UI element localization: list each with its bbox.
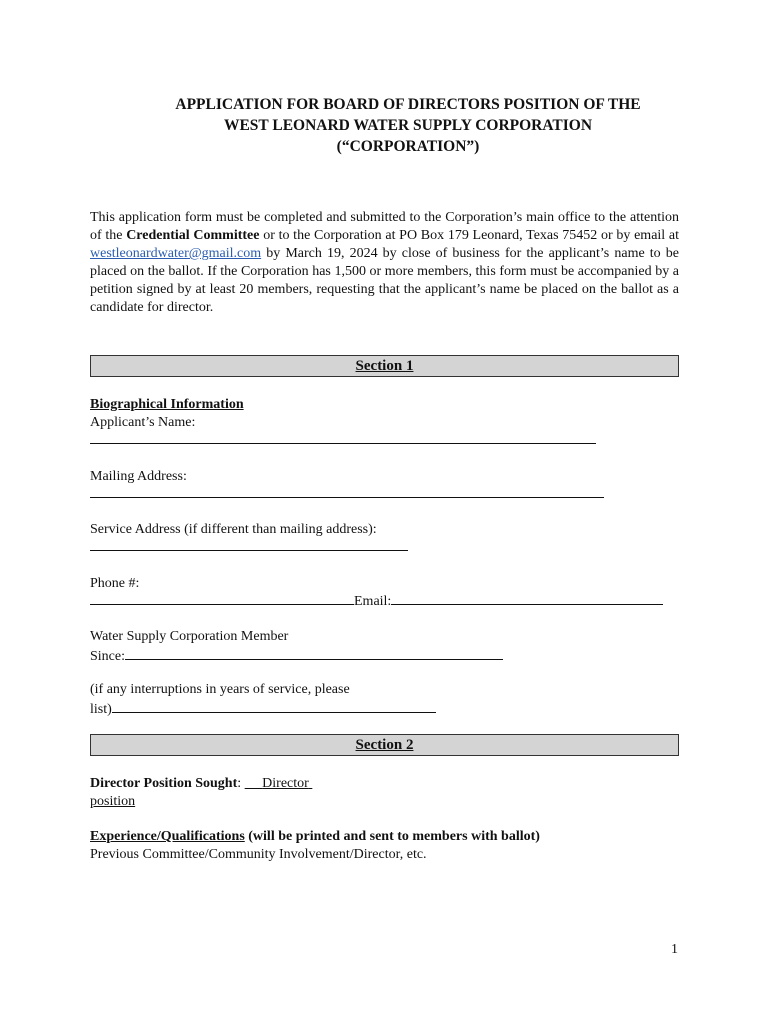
position-sought-row: Director Position Sought: Director [90,775,312,793]
email-link[interactable]: westleonardwater@gmail.com [90,246,262,261]
experience-label: Experience/Qualifications [90,829,245,844]
experience-heading [90,828,540,846]
intro-text-2: or to the Corporation at PO Box 179 Leonard, Texas 75452 or by email at [259,228,680,243]
section-1-label: Section 1 [355,358,414,374]
interruptions-row [90,700,436,719]
section-2-label: Section 2 [355,737,414,753]
applicant-name-label: Applicant’s Name: [90,415,196,430]
intro-text-1: This application form must be completed and submitted to the Corporation’s main office to the attention of the [90,210,679,243]
document-title [90,94,726,157]
page-number: 1 [671,942,678,957]
service-address-label: Service Address (if different than mailing address): [90,522,377,537]
intro-text-3: by March 19, 2024 by close of business for the applicant’s name to be placed on the ballot. If the Corporation has 1,500 or more members, this form must be accompanied by a petition signed by at least 20 members, requesting that the applicant’s name be placed on the ballot as a candidate for director. [90,246,679,315]
member-since-field[interactable] [125,647,503,660]
credential-committee: Credential Committee [126,228,260,243]
member-label: Water Supply Corporation Member [90,629,289,644]
mailing-address-label: Mailing Address: [90,469,187,484]
position-value-line-2[interactable]: position [90,794,136,809]
experience-note: (will be printed and sent to members with ballot) [244,829,540,844]
title-line-3: (“CORPORATION”) [336,138,480,155]
interruptions-field[interactable] [112,700,436,713]
intro-paragraph [90,209,679,317]
since-label: Since: [90,649,125,664]
position-sought-label: Director Position Sought [90,776,238,791]
mailing-address-field[interactable] [90,485,604,504]
email-field[interactable] [391,592,663,605]
phone-email-row [90,592,663,611]
phone-label: Phone #: [90,576,140,591]
list-label: list) [90,702,112,717]
position-value[interactable]: Director [262,776,309,791]
phone-field[interactable] [90,592,354,605]
interruptions-label: (if any interruptions in years of service, please [90,682,350,697]
section-1-header [90,355,679,377]
title-line-1: APPLICATION FOR BOARD OF DIRECTORS POSITION OF THE [175,96,641,113]
member-since-row [90,647,503,666]
email-label: Email: [354,594,392,609]
applicant-name-field[interactable] [90,431,596,450]
section-2-header [90,734,679,756]
service-address-field[interactable] [90,538,408,557]
biographical-heading: Biographical Information [90,397,244,412]
title-line-2: WEST LEONARD WATER SUPPLY CORPORATION [223,117,593,134]
experience-subtext: Previous Committee/Community Involvement/Director, etc. [90,847,427,862]
